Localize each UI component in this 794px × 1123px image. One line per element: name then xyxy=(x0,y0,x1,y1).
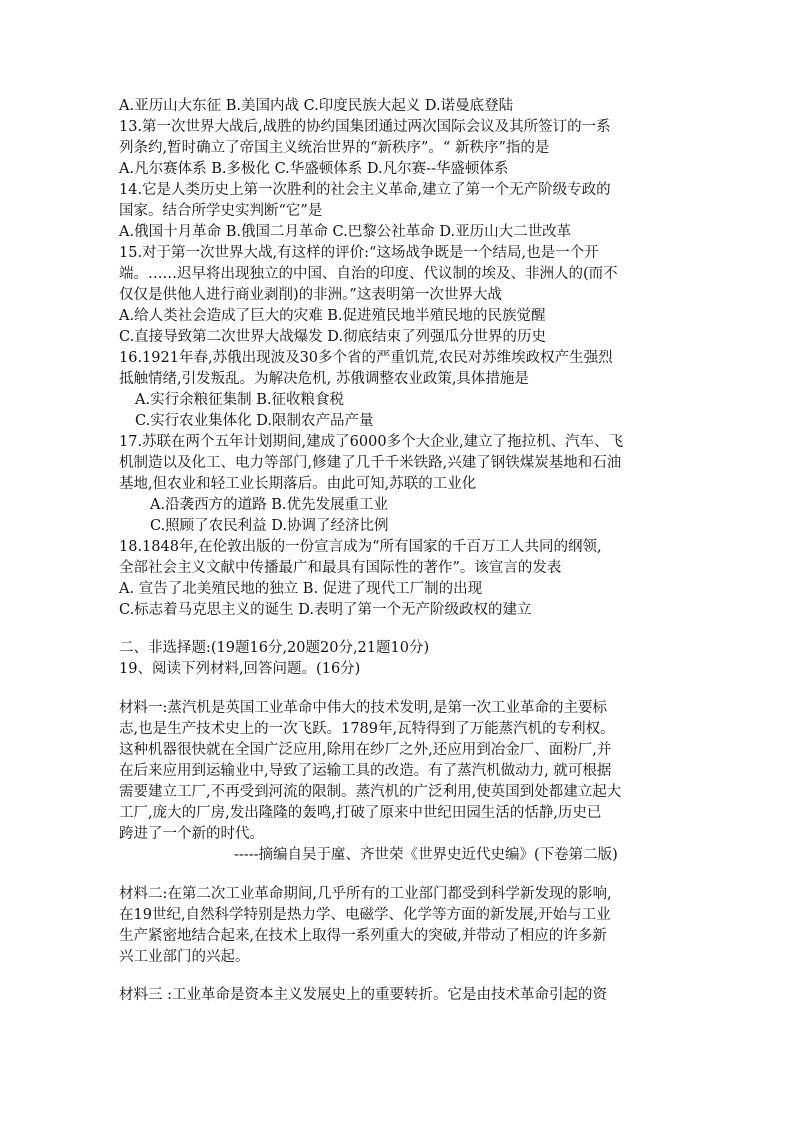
material-1-line-7: 跨进了一个新的时代。 xyxy=(119,826,264,842)
q15-stem-line-1: 15.对于第一次世界大战,有这样的评价:“这场战争既是一个结局,也是一个开 xyxy=(119,245,599,261)
q14-stem-line-1: 14.它是人类历史上第一次胜利的社会主义革命,建立了第一个无产阶级专政的 xyxy=(119,182,611,198)
q17-stem-line-3: 基地,但农业和轻工业长期落后。由此可知,苏联的工业化 xyxy=(119,476,477,492)
material-1-line-5: 需要建立工厂,不再受到河流的限制。蒸汽机的广泛利用,使英国到处都建立起大 xyxy=(119,784,622,800)
material-3-line-1: 材料三 :工业革命是资本主义发展史上的重要转折。它是由技术革命引起的资 xyxy=(119,987,607,1003)
q14-options: A.俄国十月革命 B.俄国二月革命 C.巴黎公社革命 D.亚历山大二世改革 xyxy=(119,224,572,240)
q15-options-row-2: C.直接导致第二次世界大战爆发 D.彻底结束了列强瓜分世界的历史 xyxy=(119,329,547,345)
q19-prompt: 19、阅读下列材料,回答问题。(16分) xyxy=(119,661,361,677)
material-2-line-2: 在19世纪,自然科学特别是热力学、电磁学、化学等方面的新发展,开始与工业 xyxy=(119,907,611,923)
material-1-line-6: 工厂,庞大的厂房,发出隆隆的轰鸣,打破了原来中世纪田园生活的恬静,历史已 xyxy=(119,805,602,821)
q13-options: A.凡尔赛体系 B.多极化 C.华盛顿体系 D.凡尔赛--华盛顿体系 xyxy=(119,161,509,177)
q18-stem-line-1: 18.1848年,在伦敦出版的一份宣言成为“所有国家的千百万工人共同的纲领, xyxy=(119,539,602,555)
material-1-line-1: 材料一:蒸汽机是英国工业革命中伟大的技术发明,是第一次工业革命的主要标 xyxy=(119,700,607,716)
material-1-source: -----摘编自吴于廑、齐世荣《世界史近代史编》(下卷第二版) xyxy=(234,847,618,863)
q16-options-row-1: A.实行余粮征集制 B.征收粮食税 xyxy=(135,392,344,408)
section-2-heading: 二、非选择题:(19题16分,20题20分,21题10分) xyxy=(119,640,430,656)
q12-options: A.亚历山大东征 B.美国内战 C.印度民族大起义 D.诺曼底登陆 xyxy=(119,98,514,114)
q13-stem-line-2: 列条约,暂时确立了帝国主义统治世界的“新秩序”。“ 新秩序”指的是 xyxy=(119,140,550,156)
q15-stem-line-2: 端。……迟早将出现独立的中国、自治的印度、代议制的埃及、非洲人的(而不 xyxy=(119,266,618,282)
q17-stem-line-1: 17.苏联在两个五年计划期间,建成了6000多个大企业,建立了拖拉机、汽车、飞 xyxy=(119,434,624,450)
q17-options-row-2: C.照顾了农民利益 D.协调了经济比例 xyxy=(150,518,389,534)
material-1-line-2: 志,也是生产技术史上的一次飞跃。1789年,瓦特得到了万能蒸汽机的专利权。 xyxy=(119,721,615,737)
q18-options-row-1: A. 宣告了北美殖民地的独立 B. 促进了现代工厂制的出现 xyxy=(119,581,483,597)
material-1-line-3: 这种机器很快就在全国广泛应用,除用在纱厂之外,还应用到冶金厂、面粉厂,并 xyxy=(119,742,612,758)
q13-stem-line-1: 13.第一次世界大战后,战胜的协约国集团通过两次国际会议及其所签订的一系 xyxy=(119,119,611,135)
q16-options-row-2: C.实行农业集体化 D.限制农产品产量 xyxy=(135,413,374,429)
q18-stem-line-2: 全部社会主义文献中传播最广和最具有国际性的著作”。该宣言的发表 xyxy=(119,560,562,576)
material-2-line-4: 兴工业部门的兴起。 xyxy=(119,949,250,965)
q14-stem-line-2: 国家。结合所学史实判断“它”是 xyxy=(119,203,323,219)
material-2-line-3: 生产紧密地结合起来,在技术上取得一系列重大的突破,并带动了相应的许多新 xyxy=(119,928,607,944)
q18-options-row-2: C.标志着马克思主义的诞生 D.表明了第一个无产阶级政权的建立 xyxy=(119,602,532,618)
q17-options-row-1: A.沿袭西方的道路 B.优先发展重工业 xyxy=(150,497,388,513)
q15-stem-line-3: 仅仅是供他人进行商业剥削)的非洲。”这表明第一次世界大战 xyxy=(119,287,502,303)
q16-stem-line-2: 抵触情绪,引发叛乱。为解决危机, 苏俄调整农业政策,具体措施是 xyxy=(119,371,529,387)
q17-stem-line-2: 机制造以及化工、电力等部门,修建了几千千米铁路,兴建了钢铁煤炭基地和石油 xyxy=(119,455,622,471)
material-2-line-1: 材料二:在第二次工业革命期间,几乎所有的工业部门都受到科学新发现的影响, xyxy=(119,886,612,902)
material-1-line-4: 在后来应用到运输业中,导致了运输工具的改造。有了蒸汽机做动力, 就可根据 xyxy=(119,763,612,779)
q15-options-row-1: A.给人类社会造成了巨大的灾难 B.促进殖民地半殖民地的民族觉醒 xyxy=(119,308,546,324)
q16-stem-line-1: 16.1921年春,苏俄出现波及30多个省的严重饥荒,农民对苏维埃政权产生强烈 xyxy=(119,350,613,366)
